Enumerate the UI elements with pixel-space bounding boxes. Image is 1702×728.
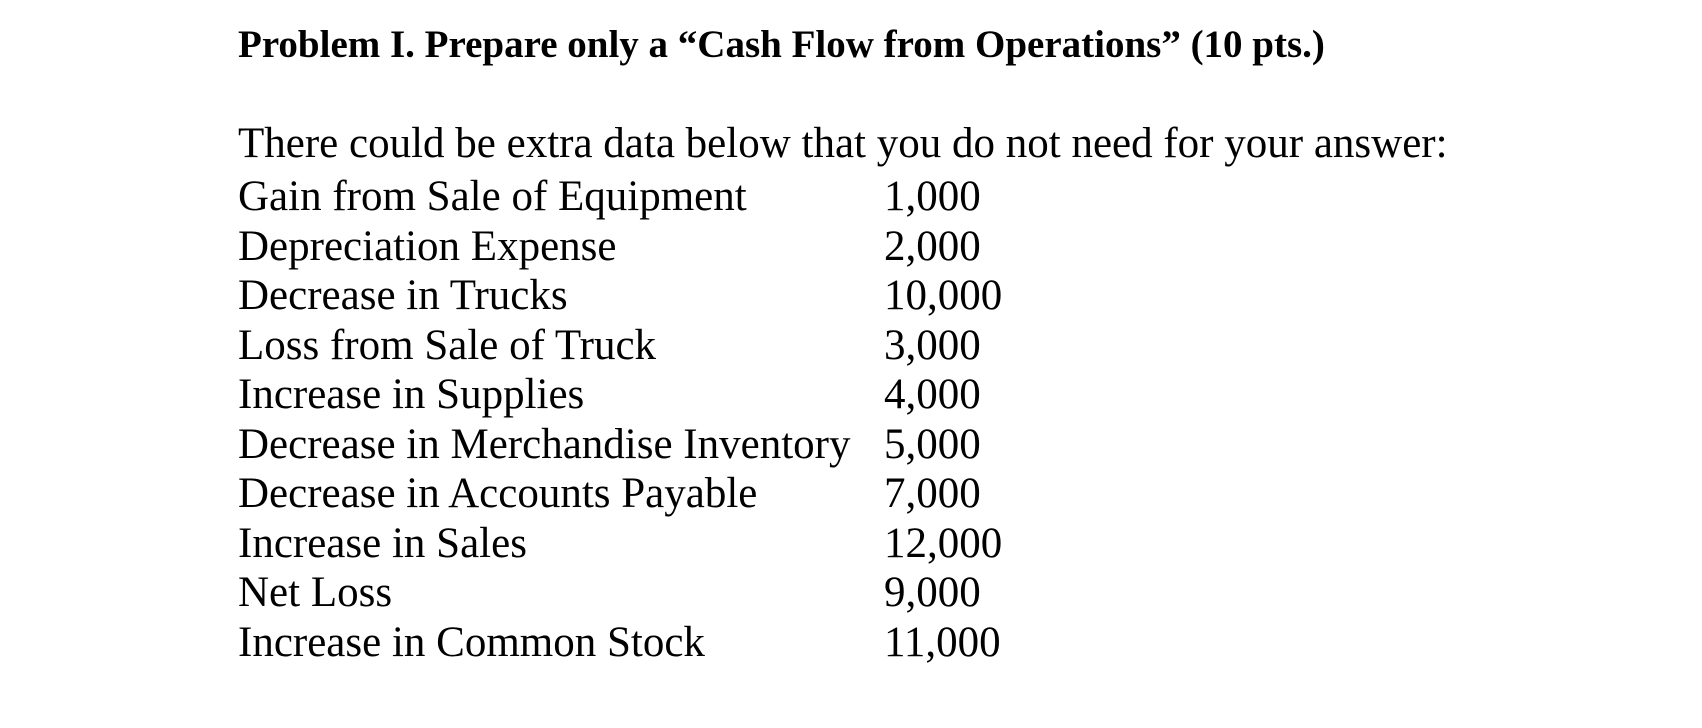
intro-text: There could be extra data below that you do not need for your answer: (238, 120, 1448, 167)
table-row (238, 420, 1002, 470)
item-label: Loss from Sale of Truck (238, 321, 657, 369)
table-row (238, 519, 1002, 569)
item-value: 5,000 (884, 420, 981, 468)
item-value: 1,000 (884, 173, 981, 220)
item-label: Depreciation Expense (238, 222, 617, 270)
table-row (238, 271, 1002, 321)
item-label: Decrease in Merchandise Inventory (238, 420, 851, 468)
item-label: Gain from Sale of Equipment (238, 173, 747, 220)
table-row (238, 321, 1002, 371)
item-label: Decrease in Trucks (238, 272, 568, 319)
table-row (238, 469, 1002, 519)
table-row (238, 370, 1002, 420)
item-value: 11,000 (884, 618, 1001, 666)
item-label: Net Loss (238, 569, 393, 616)
item-value: 3,000 (884, 321, 981, 369)
item-label: Increase in Common Stock (238, 618, 705, 666)
item-value: 9,000 (884, 569, 981, 616)
item-value: 10,000 (884, 272, 1003, 319)
data-table (238, 172, 1002, 667)
item-value: 12,000 (884, 519, 1003, 567)
item-value: 4,000 (884, 371, 981, 418)
item-label: Decrease in Accounts Payable (238, 470, 758, 517)
item-value: 2,000 (884, 222, 981, 270)
table-row (238, 618, 1002, 668)
table-row (238, 568, 1002, 618)
item-label: Increase in Supplies (238, 371, 585, 418)
item-label: Increase in Sales (238, 519, 527, 567)
table-row (238, 222, 1002, 272)
problem-title: Problem I. Prepare only a “Cash Flow from Operations” (10 pts.) (238, 23, 1325, 66)
table-row (238, 172, 1002, 222)
item-value: 7,000 (884, 470, 981, 517)
